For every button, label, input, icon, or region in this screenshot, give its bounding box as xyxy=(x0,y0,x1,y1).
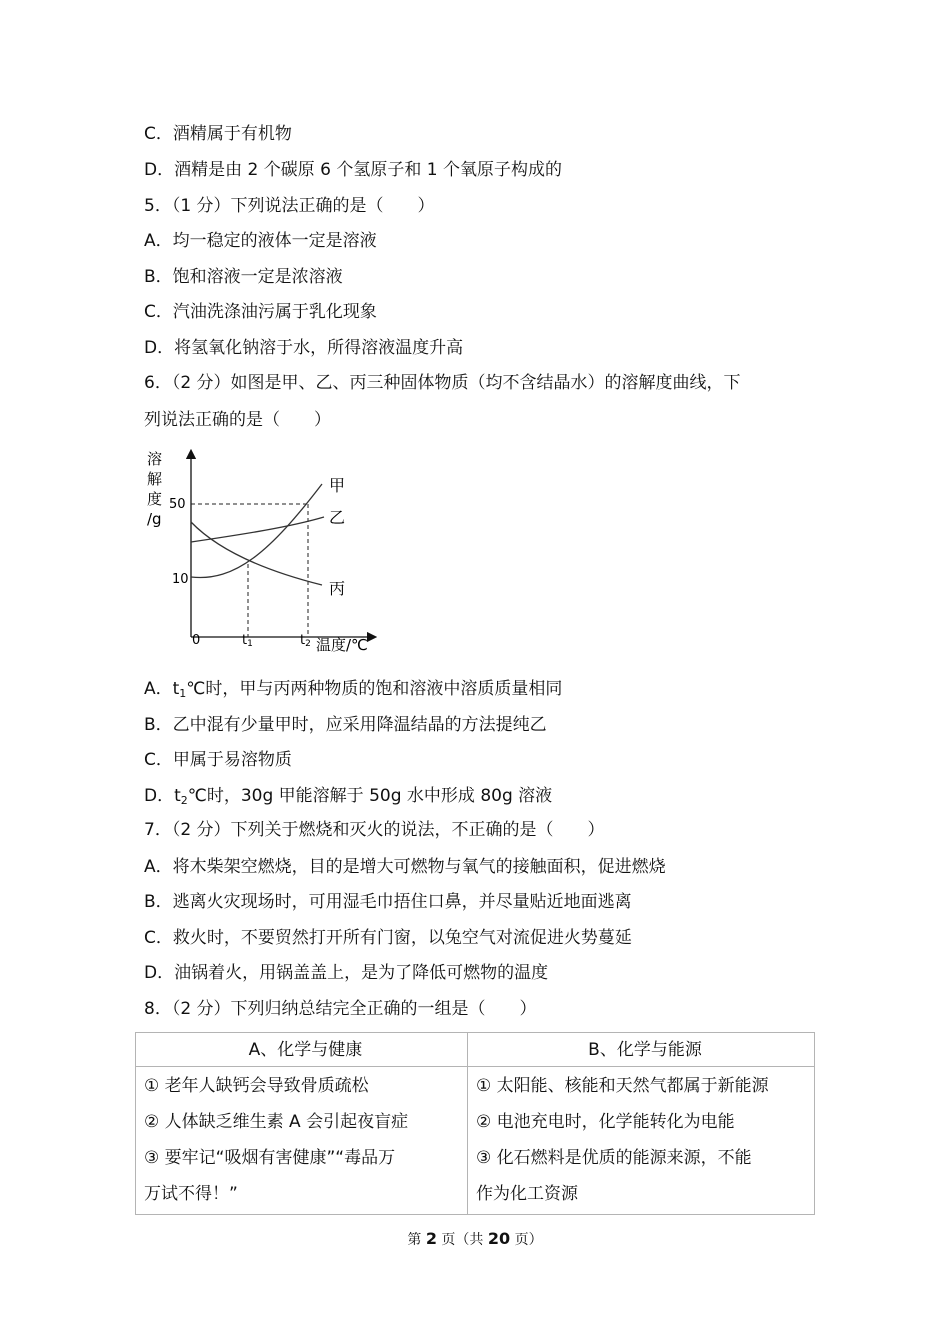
q5-option-d: D．将氢氧化钠溶于水，所得溶液温度升高 xyxy=(144,338,464,358)
question-8-stem: 8．（2 分）下列归纳总结完全正确的一组是（ ） xyxy=(144,999,537,1019)
health-item-3: ③ 要牢记“吸烟有害健康”“毒品万 xyxy=(144,1148,396,1168)
energy-item-3-cont: 作为化工资源 xyxy=(476,1184,578,1204)
health-item-3-cont: 万试不得！” xyxy=(144,1184,238,1204)
table-header-b: B、化学与能源 xyxy=(468,1033,815,1067)
health-item-1: ① 老年人缺钙会导致骨质疏松 xyxy=(144,1076,369,1096)
q6-option-b: B．乙中混有少量甲时，应采用降温结晶的方法提纯乙 xyxy=(144,715,547,735)
origin-zero: 0 xyxy=(192,633,201,648)
ylabel-char-2: 解 xyxy=(147,470,163,488)
question-7-stem: 7．（2 分）下列关于燃烧和灭火的说法，不正确的是（ ） xyxy=(144,820,605,840)
table-cell-health xyxy=(136,1067,468,1215)
series-label-bing: 丙 xyxy=(329,579,346,598)
q7-option-d: D．油锅着火，用锅盖盖上，是为了降低可燃物的温度 xyxy=(144,963,549,983)
question-5-stem: 5．（1 分）下列说法正确的是（ ） xyxy=(144,196,435,216)
q5-option-b: B．饱和溶液一定是浓溶液 xyxy=(144,267,343,287)
page-number: 2 xyxy=(425,1229,437,1248)
q6-option-d: D．$t_2℃$时，30g 甲能溶解于 50g 水中形成 80g 溶液 xyxy=(144,786,553,807)
q6-option-a: A．$t_1℃$时，甲与丙两种物质的饱和溶液中溶质质量相同 xyxy=(144,679,563,700)
ylabel-char-3: 度 xyxy=(147,490,163,508)
table-cell-energy xyxy=(468,1067,815,1215)
y-tick-10: 10 xyxy=(172,572,189,587)
solubility-curve-chart xyxy=(140,442,380,658)
energy-item-2: ② 电池充电时，化学能转化为电能 xyxy=(476,1112,735,1132)
q7-option-a: A．将木柴架空燃烧，目的是增大可燃物与氧气的接触面积，促进燃烧 xyxy=(144,857,666,877)
page-footer: 第 2 页（共 20 页） xyxy=(407,1229,543,1248)
series-label-jia: 甲 xyxy=(329,476,346,495)
page-total: 20 xyxy=(487,1229,511,1248)
x-tick-t2: t2 xyxy=(300,633,311,649)
series-label-yi: 乙 xyxy=(329,508,346,527)
q7-option-b: B．逃离火灾现场时，可用湿毛巾捂住口鼻，并尽量贴近地面逃离 xyxy=(144,892,632,912)
q6-option-c: C．甲属于易溶物质 xyxy=(144,750,292,770)
question-6-stem-line-2: 列说法正确的是（ ） xyxy=(144,410,331,430)
question-6-stem-line-1: 6．（2 分）如图是甲、乙、丙三种固体物质（均不含结晶水）的溶解度曲线，下 xyxy=(144,373,741,393)
q5-option-c: C．汽油洗涤油污属于乳化现象 xyxy=(144,302,377,322)
q7-option-c: C．救火时，不要贸然打开所有门窗，以兔空气对流促进火势蔓延 xyxy=(144,928,632,948)
y-tick-50: 50 xyxy=(169,497,186,512)
q5-option-a: A．均一稳定的液体一定是溶液 xyxy=(144,231,377,251)
table-header-a: A、化学与健康 xyxy=(136,1033,468,1067)
q4-option-d: D．酒精是由 2 个碳原 6 个氢原子和 1 个氧原子构成的 xyxy=(144,160,562,180)
energy-item-3: ③ 化石燃料是优质的能源来源，不能 xyxy=(476,1148,752,1168)
energy-item-1: ① 太阳能、核能和天然气都属于新能源 xyxy=(476,1076,769,1096)
q4-option-c: C．酒精属于有机物 xyxy=(144,124,292,144)
health-item-2: ② 人体缺乏维生素 A 会引起夜盲症 xyxy=(144,1112,409,1132)
x-axis-label: 温度/℃ xyxy=(316,636,368,654)
ylabel-char-1: 溶 xyxy=(147,450,163,468)
x-tick-t1: t1 xyxy=(242,633,253,649)
summary-table xyxy=(135,1032,815,1215)
ylabel-char-4: /g xyxy=(147,510,162,528)
